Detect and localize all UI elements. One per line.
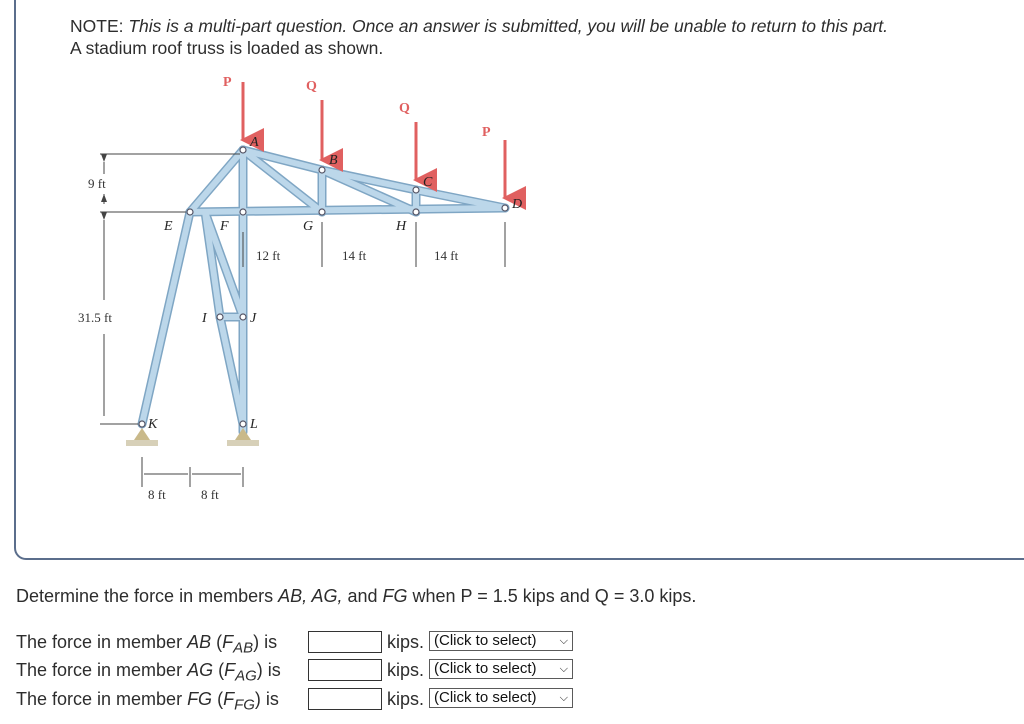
joint-g: [319, 209, 325, 215]
label-a: A: [250, 135, 259, 150]
dim-height-top: 9 ft: [88, 176, 106, 191]
answer-label-fg: The force in member FG $(F_{FG})$ is: [16, 689, 279, 714]
joint-d: [502, 205, 508, 211]
load-label-p2: P: [482, 125, 491, 140]
unit-fg: kips.: [387, 689, 425, 709]
dim-span-1: 12 ft: [256, 248, 281, 263]
tension-compression-select-fg[interactable]: (Click to select) ⌵: [429, 688, 573, 708]
dim-span-3: 14 ft: [434, 248, 459, 263]
joint-f: [240, 209, 246, 215]
force-fg-input[interactable]: [308, 688, 382, 710]
tension-compression-select-ab[interactable]: (Click to select) ⌵: [429, 631, 573, 651]
label-e: E: [164, 219, 173, 234]
joint-k: [139, 421, 145, 427]
load-label-q1: Q: [306, 79, 317, 94]
label-g: G: [303, 219, 314, 234]
label-k: K: [148, 417, 158, 432]
note-prefix: NOTE:: [70, 16, 129, 36]
joint-j: [240, 314, 246, 320]
label-d: D: [512, 197, 523, 212]
joint-h: [413, 209, 419, 215]
dim-height-bottom: 31.5 ft: [78, 310, 112, 325]
load-label-q2: Q: [399, 101, 410, 116]
unit-ag: kips.: [387, 660, 425, 680]
note-warning: This is a multi-part question. Once an answer is submitted, you will be unable to return to this part.: [128, 16, 889, 36]
dim-base-1: 8 ft: [148, 487, 166, 502]
dim-base-2: 8 ft: [201, 487, 219, 502]
label-j: J: [250, 311, 257, 326]
problem-statement: A stadium roof truss is loaded as shown.: [70, 38, 384, 58]
chevron-down-icon: ⌵: [559, 692, 568, 704]
joint-b: [319, 167, 325, 173]
chevron-down-icon: ⌵: [559, 663, 568, 675]
joint-a: [240, 147, 246, 153]
joint-i: [217, 314, 223, 320]
support-l: [235, 428, 251, 440]
label-l: L: [250, 417, 258, 432]
joint-l: [240, 421, 246, 427]
tension-compression-select-ag[interactable]: (Click to select) ⌵: [429, 659, 573, 679]
label-b: B: [329, 153, 338, 168]
force-ag-input[interactable]: [308, 659, 382, 681]
label-i: I: [202, 311, 207, 326]
joint-e: [187, 209, 193, 215]
chevron-down-icon: ⌵: [559, 635, 568, 647]
label-h: H: [396, 219, 407, 234]
note-text: [70, 15, 888, 59]
joint-c: [413, 187, 419, 193]
dim-span-2: 14 ft: [342, 248, 367, 263]
unit-ab: kips.: [387, 632, 425, 652]
force-ab-input[interactable]: [308, 631, 382, 653]
load-label-p1: P: [223, 75, 232, 90]
truss-figure: [60, 62, 530, 512]
label-f: F: [220, 219, 229, 234]
dimension-lines: [100, 154, 505, 487]
label-c: C: [423, 175, 433, 190]
answer-label-ag: The force in member AG $(F_{AG})$ is: [16, 660, 281, 685]
answer-label-ab: The force in member AB $(F_{AB})$ is: [16, 632, 278, 657]
question-text: Determine the force in members AB, AG, and FG when P = 1.5 kips and Q = 3.0 kips.: [16, 586, 697, 606]
